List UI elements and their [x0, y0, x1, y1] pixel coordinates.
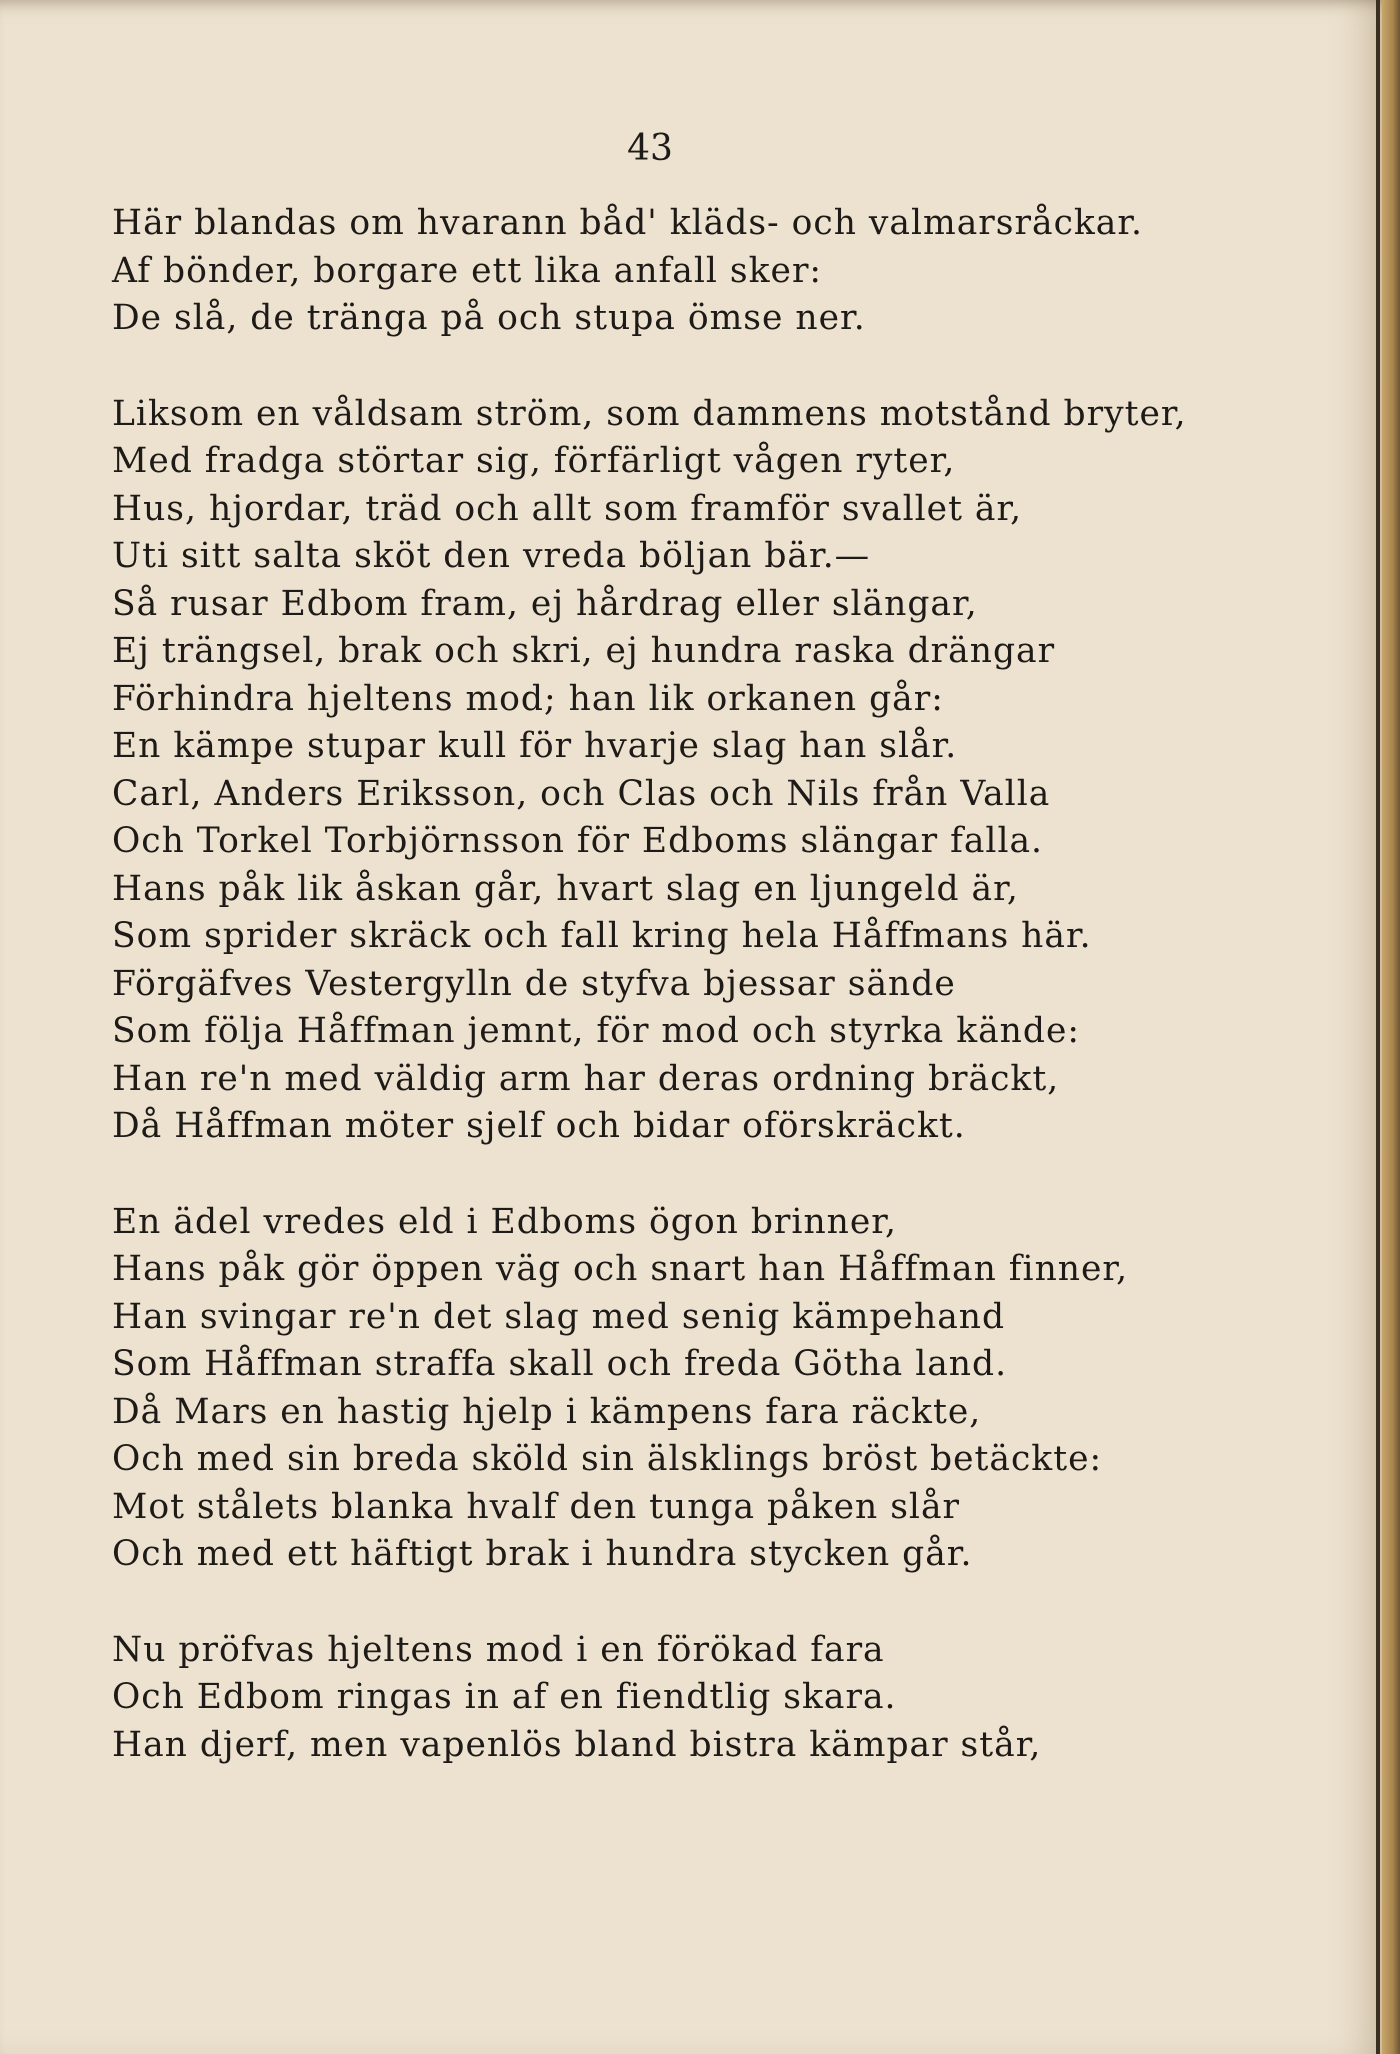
poem-line: Och Torkel Torbjörnsson för Edboms slängar falla.: [112, 821, 1044, 861]
poem-line: Och med sin breda sköld sin älsklings bröst betäckte:: [112, 1439, 1103, 1479]
page-edge-shadow: [1376, 0, 1380, 2054]
poem-line: Af bönder, borgare ett lika anfall sker:: [112, 250, 823, 291]
poem-line: Då Håffman möter sjelf och bidar oförskräckt.: [112, 1106, 966, 1146]
poem-line: Som sprider skräck och fall kring hela Håffmans här.: [112, 916, 1092, 956]
poem-line: Och Edbom ringas in af en fiendtlig skara.: [112, 1677, 897, 1717]
book-edge: [1382, 0, 1400, 2054]
stanza-4: [112, 1627, 1187, 1770]
poem-line: Och med ett häftigt brak i hundra stycken går.: [112, 1534, 973, 1574]
stanza-2: [112, 391, 1187, 1151]
poem-line: Här blandas om hvarann båd' kläds- och valmarsråckar.: [112, 203, 1144, 243]
stanza-3: [112, 1199, 1187, 1579]
poem-line: Han djerf, men vapenlös bland bistra kämpar står,: [112, 1724, 1042, 1765]
poem-line: Nu pröfvas hjeltens mod i en förökad fara: [112, 1629, 885, 1670]
poem-line: Så rusar Edbom fram, ej hårdrag eller slängar,: [112, 583, 978, 624]
poem-line: De slå, de tränga på och stupa ömse ner.: [112, 298, 866, 338]
poem-line: Liksom en våldsam ström, som dammens motstånd bryter,: [112, 393, 1187, 434]
poem-line: Mot stålets blanka hvalf den tunga påken slår: [112, 1486, 961, 1527]
poem-line: En kämpe stupar kull för hvarje slag han slår.: [112, 726, 958, 766]
poem-line: Han svingar re'n det slag med senig kämpehand: [112, 1296, 1006, 1337]
poem-line: En ädel vredes eld i Edboms ögon brinner,: [112, 1201, 897, 1242]
page-number: 43: [627, 128, 673, 169]
poem-line: Hans påk gör öppen väg och snart han Håffman finner,: [112, 1249, 1129, 1289]
poem-line: Med fradga störtar sig, förfärligt vågen ryter,: [112, 441, 956, 481]
poem-line: Han re'n med väldig arm har deras ordning bräckt,: [112, 1058, 1060, 1099]
poem-line: Då Mars en hastig hjelp i kämpens fara räckte,: [112, 1391, 982, 1432]
poem-line: Carl, Anders Eriksson, och Clas och Nils från Valla: [112, 773, 1051, 814]
poem-line: Hans påk lik åskan går, hvart slag en ljungeld är,: [112, 868, 1019, 909]
stanza-1: [112, 200, 1187, 343]
poem-line: Uti sitt salta sköt den vreda böljan bär.—: [112, 536, 871, 576]
poem-line: Hus, hjordar, träd och allt som framför svallet är,: [112, 488, 1023, 529]
poem-line: Förhindra hjeltens mod; han lik orkanen går:: [112, 678, 944, 719]
poem-line: Förgäfves Vestergylln de styfva bjessar sände: [112, 963, 956, 1004]
poem-line: Som följa Håffman jemnt, för mod och styrka kände:: [112, 1011, 1081, 1051]
poem-body: [112, 200, 1187, 1817]
poem-line: Ej trängsel, brak och skri, ej hundra raska drängar: [112, 631, 1056, 671]
poem-line: Som Håffman straffa skall och freda Götha land.: [112, 1344, 1008, 1384]
